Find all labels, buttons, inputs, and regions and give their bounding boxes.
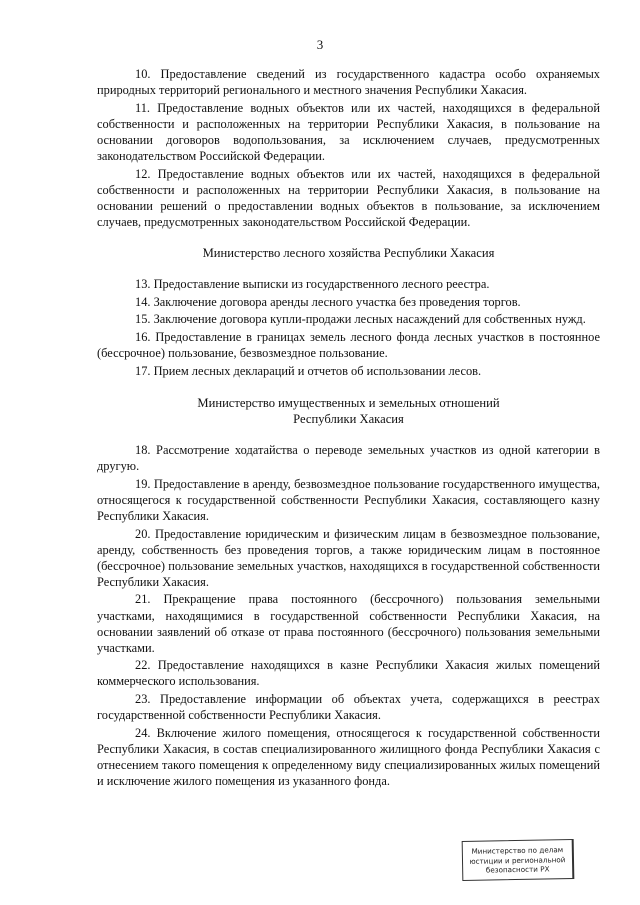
list-item-20: 20. Предоставление юридическим и физическим лицам в безвозмездное пользование, аренду, собственность без проведения торгов, а также юридическим лицам в постоянное (бессрочное) пользование земельных участков, находящихся в государственной собственности Республики Хакасия.: [97, 526, 600, 589]
section-heading-property-line1: Министерство имущественных и земельных отношений: [197, 395, 500, 410]
list-item-19: 19. Предоставление в аренду, безвозмездное пользование государственного имущества, относящегося к государственной собственности Республики Хакасия, составляющего казну Республики Хакасия.: [97, 476, 600, 523]
list-item-11: 11. Предоставление водных объектов или их частей, находящихся в федеральной собственности и расположенных на территории Республики Хакасия, в пользование на основании договоров водопользования, за исключением случаев, предусмотренных законодательством Российской Федерации.: [97, 100, 600, 163]
list-item-16: 16. Предоставление в границах земель лесного фонда лесных участков в постоянное (бессрочное) пользование, безвозмездное пользование.: [97, 329, 600, 361]
section-heading-forestry: Министерство лесного хозяйства Республики Хакасия: [202, 245, 495, 260]
list-item-12: 12. Предоставление водных объектов или их частей, находящихся в федеральной собственности и расположенных на территории Республики Хакасия, в пользование на основании решений о предоставлении водных объектов в пользование, за исключением случаев, предусмотренных законодательством Российской Федерации.: [97, 166, 600, 229]
document-body: [97, 66, 600, 791]
list-item-17: 17. Прием лесных деклараций и отчетов об использовании лесов.: [135, 363, 482, 378]
list-item-22: 22. Предоставление находящихся в казне Республики Хакасия жилых помещений коммерческого использования.: [97, 658, 600, 689]
list-item-18: 18. Рассмотрение ходатайства о переводе земельных участков из одной категории в другую.: [97, 443, 600, 474]
ministry-stamp: [462, 839, 575, 881]
list-item-13: 13. Предоставление выписки из государственного лесного реестра.: [135, 277, 490, 292]
stamp-line-3: безопасности РХ: [485, 864, 550, 875]
list-item-14: 14. Заключение договора аренды лесного участка без проведения торгов.: [135, 294, 521, 309]
section-heading-property: [97, 395, 600, 427]
list-item-21: 21. Прекращение права постоянного (бессрочного) пользования земельными участками, находящимися в государственной собственности Республики Хакасия, на основании заявлений об отказе от права постоянного (бессрочного) пользования земельными участками.: [97, 592, 600, 655]
list-item-10: 10. Предоставление сведений из государственного кадастра особо охраняемых природных территорий регионального и местного значения Республики Хакасия.: [97, 67, 600, 98]
list-item-24: 24. Включение жилого помещения, относящегося к государственной собственности Республики Хакасия, в состав специализированного жилищного фонда Республики Хакасия с отнесением такого помещения к определенному виду специализированных жилых помещений и исключение жилого помещения из указанного фонда.: [97, 725, 600, 788]
list-item-23: 23. Предоставление информации об объектах учета, содержащихся в реестрах государственной собственности Республики Хакасия.: [97, 692, 600, 723]
list-item-15: 15. Заключение договора купли-продажи лесных насаждений для собственных нужд.: [135, 312, 586, 327]
stamp-line-2: юстиции и региональной: [469, 854, 566, 866]
page-number: 3: [316, 37, 324, 52]
section-heading-property-line2: Республики Хакасия: [293, 411, 404, 426]
stamp-line-1: Министерство по делам: [471, 845, 564, 856]
